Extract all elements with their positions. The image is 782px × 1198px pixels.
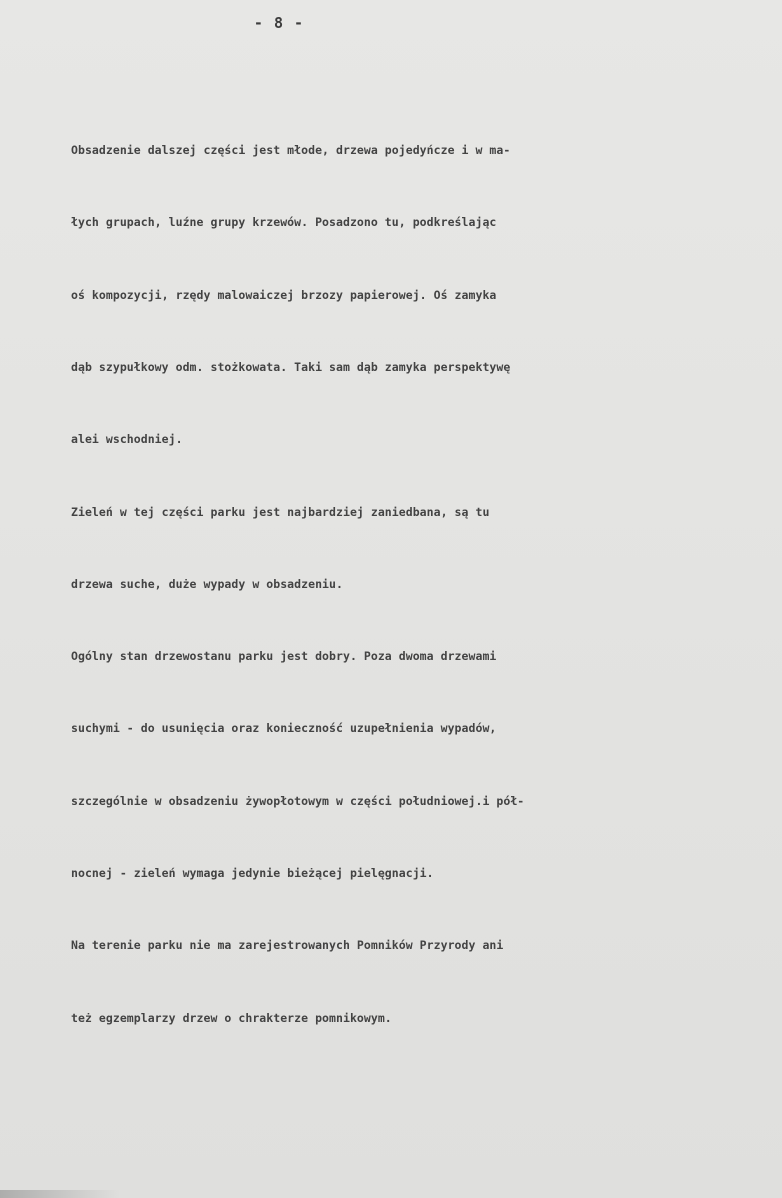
text-line: nocnej - zieleń wymaga jedynie bieżącej pielęgnacji. bbox=[71, 866, 434, 880]
text-line: oś kompozycji, rzędy malowaiczej brzozy papierowej. Oś zamyka bbox=[71, 287, 497, 302]
text-line: alei wschodniej. bbox=[71, 432, 183, 447]
text-line: dąb szypułkowy odm. stożkowata. Taki sam dąb zamyka perspektywę bbox=[71, 360, 511, 375]
text-line: Ogólny stan drzewostanu parku jest dobry. Poza dwoma drzewami bbox=[71, 649, 497, 664]
text-line: łych grupach, luźne grupy krzewów. Posadzono tu, podkreślając bbox=[71, 215, 497, 230]
text-line: Na terenie parku nie ma zarejestrowanych Pomników Przyrody ani bbox=[71, 938, 504, 953]
text-line: też egzemplarzy drzew o chrakterze pomnikowym. bbox=[71, 1010, 392, 1025]
scan-edge-shadow bbox=[0, 1190, 120, 1198]
text-line: Obsadzenie dalszej części jest młode, drzewa pojedyńcze i w ma- bbox=[71, 143, 511, 158]
text-line: drzewa suche, duże wypady w obsadzeniu. bbox=[71, 576, 343, 591]
text-line: suchymi - do usunięcia oraz konieczność uzupełnienia wypadów, bbox=[71, 721, 497, 736]
text-line: Zieleń w tej części parku jest najbardziej zaniedbana, są tu bbox=[71, 504, 490, 519]
text-line: szczególnie w obsadzeniu żywopłotowym w części południowej.i pół- bbox=[71, 793, 525, 808]
page-number: - 8 - bbox=[253, 14, 305, 32]
body-text bbox=[71, 90, 771, 1078]
